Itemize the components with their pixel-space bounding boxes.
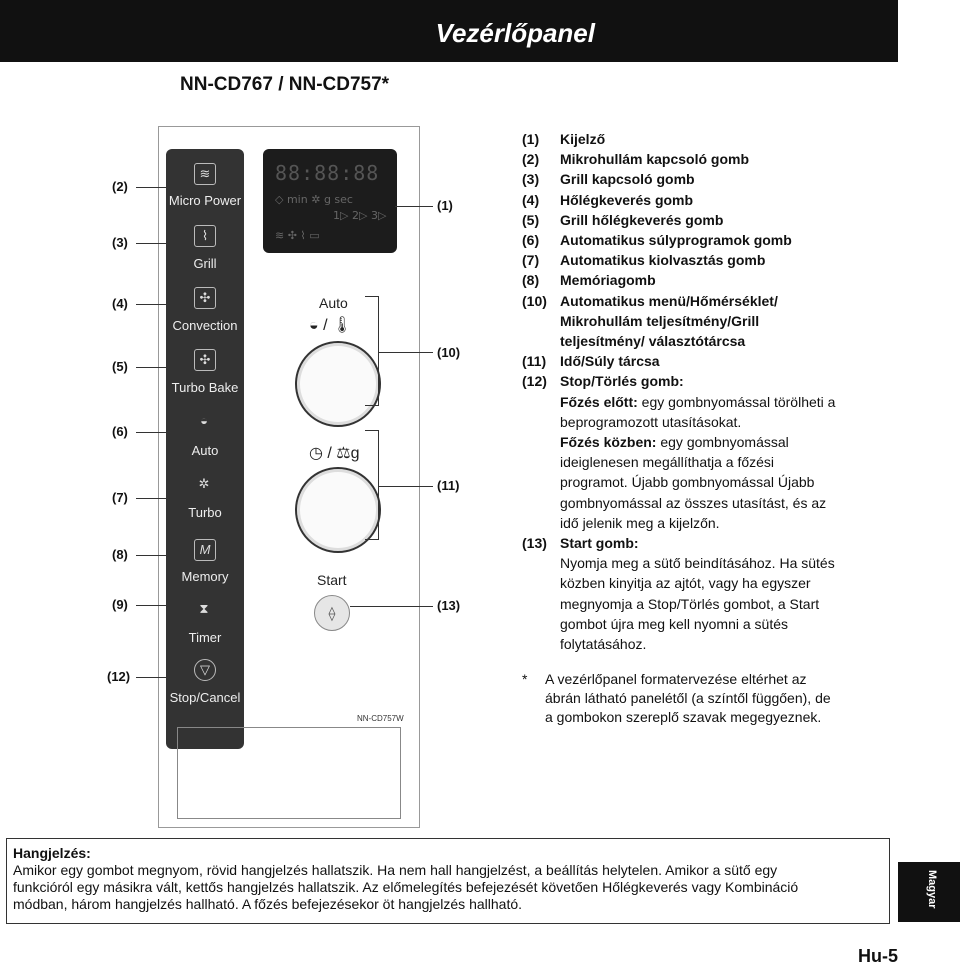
start-desc-line: megnyomja a Stop/Törlés gombot, a Start <box>560 595 820 612</box>
convection-label: Convection <box>172 318 238 333</box>
legend-item: (6) Automatikus súlyprogramok gomb <box>522 232 792 249</box>
memory-label: Memory <box>181 569 229 584</box>
time-weight-dial[interactable] <box>295 467 381 553</box>
callout-9: (9) <box>112 597 128 612</box>
callout-4: (4) <box>112 296 128 311</box>
bracket-line <box>365 430 379 431</box>
memory-icon: M <box>194 539 216 561</box>
stop-before-text-2: beprogramozott utasításokat. <box>560 413 742 430</box>
clock-weight-icon: ◷ / ⚖g <box>309 445 360 462</box>
bracket-line <box>365 539 379 540</box>
legend-list <box>522 129 942 654</box>
legend-item: (4) Hőlégkeverés gomb <box>522 191 694 208</box>
panel-lower-box <box>177 727 401 819</box>
legend-item: (13) Start gomb: <box>522 535 639 552</box>
footnote-line: A vezérlőpanel formatervezése eltérhet az <box>545 671 807 687</box>
control-panel-illustration <box>158 126 420 828</box>
hourglass-icon: ⧗ <box>199 601 209 616</box>
start-desc-line: gombot újra meg kell nyomni a sütés <box>560 615 788 632</box>
beep-note-box <box>6 838 890 924</box>
callout-line <box>136 432 178 433</box>
legend-item: (1) Kijelző <box>522 131 606 147</box>
callout-3: (3) <box>112 235 128 250</box>
turbo-bake-label: Turbo Bake <box>171 380 239 395</box>
footnote-line: ábrán látható panelétől (a színtől függően), de <box>545 690 831 706</box>
callout-line <box>378 352 433 353</box>
callout-line <box>136 243 178 244</box>
callout-line <box>378 486 433 487</box>
callout-11: (11) <box>437 478 460 493</box>
stop-during-line: ideiglenesen megállíthatja a főzési <box>560 454 775 471</box>
start-desc-line: folytatásához. <box>560 636 647 653</box>
timer-label: Timer <box>188 630 222 645</box>
callout-7: (7) <box>112 490 128 505</box>
callout-line <box>136 498 178 499</box>
legend-item: (8) Memóriagomb <box>522 272 656 289</box>
legend-item: (11) Idő/Súly tárcsa <box>522 353 660 370</box>
bracket-line <box>365 405 379 406</box>
display-units: ◇ min ✲ g sec <box>275 193 353 206</box>
auto-menu-dial[interactable] <box>295 341 381 427</box>
legend-item: (3) Grill kapcsoló gomb <box>522 171 695 188</box>
micro-power-label: Micro Power <box>168 193 242 208</box>
stop-before-text: Főzés előtt: egy gombnyomással törölheti a <box>560 393 836 410</box>
start-desc-line: Nyomja meg a sütő beindításához. Ha sütés <box>560 555 835 572</box>
callout-line <box>136 367 178 368</box>
callout-1: (1) <box>437 198 453 213</box>
model-heading: NN-CD767 / NN-CD757* <box>180 74 390 95</box>
stop-during-text: Főzés közben: egy gombnyomással <box>560 434 789 451</box>
turbo-icon: ✲ <box>198 476 210 491</box>
pot-thermometer-icon: ◒ / 🌡 <box>309 317 353 334</box>
pot-icon: ◒ <box>200 413 208 428</box>
auto-label: Auto <box>191 443 219 458</box>
note-line: Amikor egy gombot megnyom, rövid hangjelzés hallatszik. Ha nem hall hangjelzést, a beállítás helytelen. Amikor a sütő egy <box>13 862 778 878</box>
callout-line <box>136 304 178 305</box>
display-digits: 88:88:88 <box>275 161 380 185</box>
callout-line <box>395 206 433 207</box>
start-desc-line: közben kinyitja az ajtót, vagy ha egyszer <box>560 575 811 592</box>
legend-item: (7) Automatikus kiolvasztás gomb <box>522 252 766 269</box>
callout-line <box>136 187 178 188</box>
display-icons: ≋ ✣ ⌇ ▭ <box>275 229 320 242</box>
callout-8: (8) <box>112 547 128 562</box>
page-number: Hu-5 <box>858 946 898 966</box>
callout-2: (2) <box>112 179 128 194</box>
footnote-star: * <box>522 671 528 687</box>
stop-during-line: programot. Újabb gombnyomással Újabb <box>560 474 815 491</box>
display-levels: 1▷ 2▷ 3▷ <box>333 209 387 222</box>
stop-cancel-label: Stop/Cancel <box>169 690 241 705</box>
model-tag: NN-CD757W <box>357 714 404 723</box>
button-strip <box>166 149 244 749</box>
stop-icon: ▽ <box>194 659 216 681</box>
callout-10: (10) <box>437 345 461 360</box>
display-screen <box>263 149 397 253</box>
bracket-line <box>378 430 379 540</box>
microwave-icon: ≋ <box>194 163 216 185</box>
auto-knob-label: Auto <box>319 295 348 311</box>
legend-item: (2) Mikrohullám kapcsoló gomb <box>522 151 750 168</box>
note-line: funkcióról egy másikra vált, kettős hangjelzés hallatszik. Az előmelegítés befejezését követően Hőlégkeverés vagy Kombináció <box>13 879 799 895</box>
callout-line <box>350 606 433 607</box>
footnote-line: a gombokon szereplő szavak megegyeznek. <box>545 709 822 725</box>
callout-5: (5) <box>112 359 128 374</box>
legend-item: (5) Grill hőlégkeverés gomb <box>522 211 724 228</box>
fan-icon: ✣ <box>194 287 216 309</box>
note-title: Hangjelzés: <box>13 845 91 861</box>
grill-label: Grill <box>193 256 217 271</box>
start-button-icon[interactable]: ⟠ <box>314 595 350 631</box>
callout-13: (13) <box>437 598 461 613</box>
grill-icon: ⌇ <box>194 225 216 247</box>
callout-line <box>136 605 178 606</box>
callout-6: (6) <box>112 424 128 439</box>
legend-item: teljesítmény/ választótárcsa <box>560 333 746 350</box>
callout-line <box>136 677 178 678</box>
start-label: Start <box>317 572 347 588</box>
language-tab: Magyar <box>898 862 960 922</box>
callout-line <box>136 555 178 556</box>
turbo-bake-icon: ✣ <box>194 349 216 371</box>
legend-item: (10) Automatikus menü/Hőmérséklet/ <box>522 292 778 309</box>
callout-12: (12) <box>107 669 131 684</box>
footnote <box>522 670 932 727</box>
turbo-label: Turbo <box>188 505 222 520</box>
stop-during-line: gombnyomással az összes utasítást, és az <box>560 494 827 511</box>
note-line: módban, három hangjelzés hallható. A főzés befejezésekor öt hangjelzés hallható. <box>13 896 523 912</box>
legend-item: Mikrohullám teljesítmény/Grill <box>560 312 760 329</box>
bracket-line <box>378 296 379 406</box>
legend-item: (12) Stop/Törlés gomb: <box>522 373 684 390</box>
page-title: Vezérlőpanel <box>435 18 595 48</box>
bracket-line <box>365 296 379 297</box>
stop-during-line: idő jelenik meg a kijelzőn. <box>560 514 720 531</box>
